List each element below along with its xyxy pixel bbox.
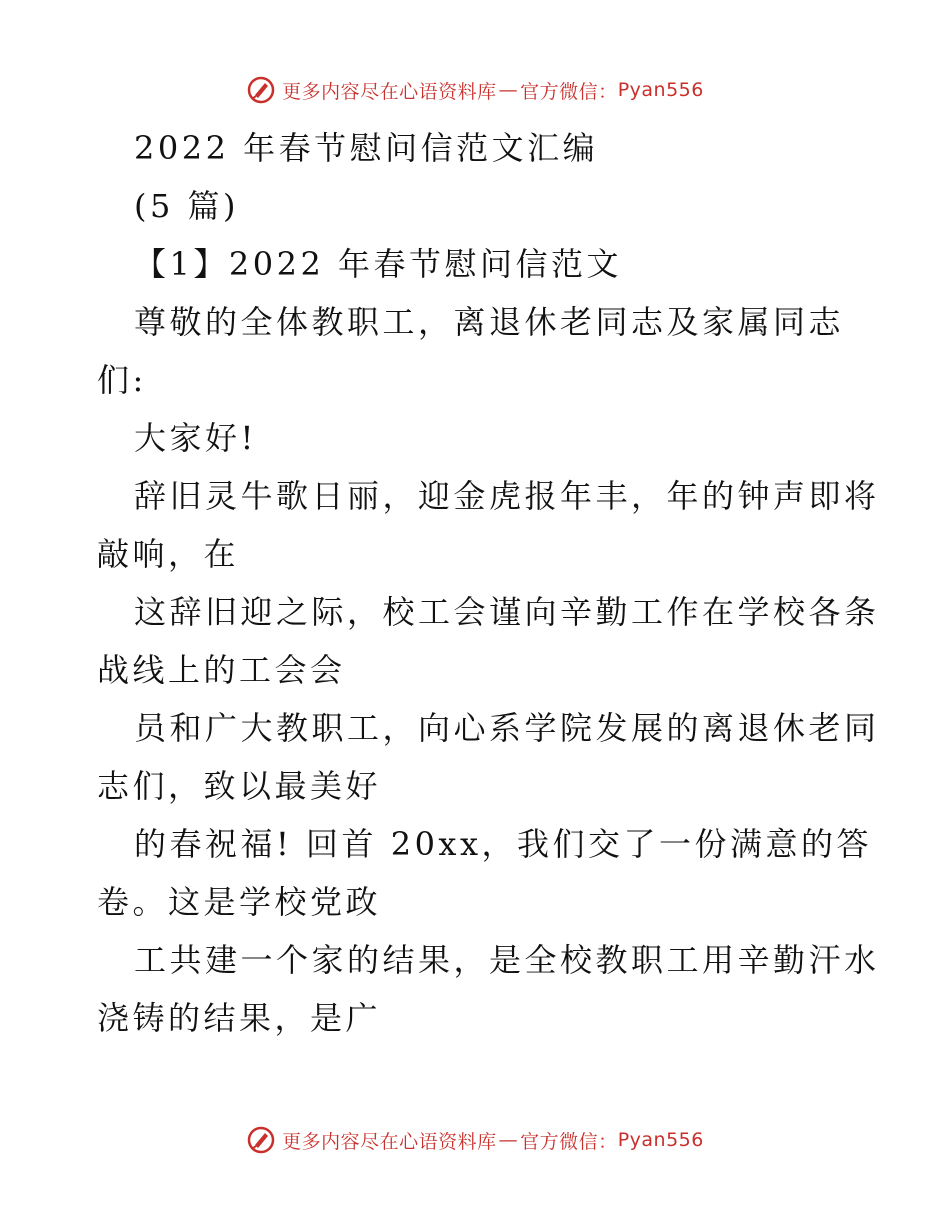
paragraph-line: 这辞旧迎之际，校工会谨向辛勤工作在学校各条: [134, 593, 880, 631]
watermark-wechat-id: Pyan556: [617, 1129, 704, 1151]
watermark-header: [0, 72, 950, 108]
watermark-wechat-label: 官方微信：: [520, 80, 618, 103]
paragraph-line: 辞旧灵牛歌日丽，迎金虎报年丰，年的钟声即将: [134, 477, 880, 515]
paragraph-line: 工共建一个家的结果，是全校教职工用辛勤汗水: [134, 941, 880, 979]
logo-icon: [246, 1125, 276, 1155]
document-title: 2022 年春节慰问信范文汇编: [134, 129, 599, 167]
section-heading: 【1】2022 年春节慰问信范文: [134, 245, 622, 283]
watermark-footer: [0, 1122, 950, 1158]
watermark-wechat-label: 官方微信：: [520, 1130, 618, 1153]
watermark-separator: —: [498, 79, 519, 101]
paragraph-line: 尊敬的全体教职工，离退休老同志及家属同志: [134, 303, 845, 341]
paragraph-line: 们:: [97, 361, 147, 399]
paragraph-line: 敲响，在: [97, 535, 240, 573]
watermark-separator: —: [498, 1129, 519, 1151]
paragraph-line: 大家好!: [134, 419, 257, 457]
paragraph-line: 员和广大教职工，向心系学院发展的离退休老同: [134, 709, 880, 747]
paragraph-line: 战线上的工会会: [97, 651, 346, 689]
paragraph-line: 浇铸的结果，是广: [97, 999, 382, 1037]
watermark-wechat-id: Pyan556: [617, 79, 704, 101]
paragraph-line: 的春祝福! 回首 20xx，我们交了一份满意的答: [134, 825, 873, 863]
paragraph-line: 志们，致以最美好: [97, 767, 382, 805]
watermark-main-text: 更多内容尽在心语资料库: [282, 80, 497, 103]
paragraph-line: 卷。这是学校党政: [97, 883, 382, 921]
document-subtitle: (5 篇): [134, 187, 240, 225]
logo-icon: [246, 75, 276, 105]
watermark-main-text: 更多内容尽在心语资料库: [282, 1130, 497, 1153]
